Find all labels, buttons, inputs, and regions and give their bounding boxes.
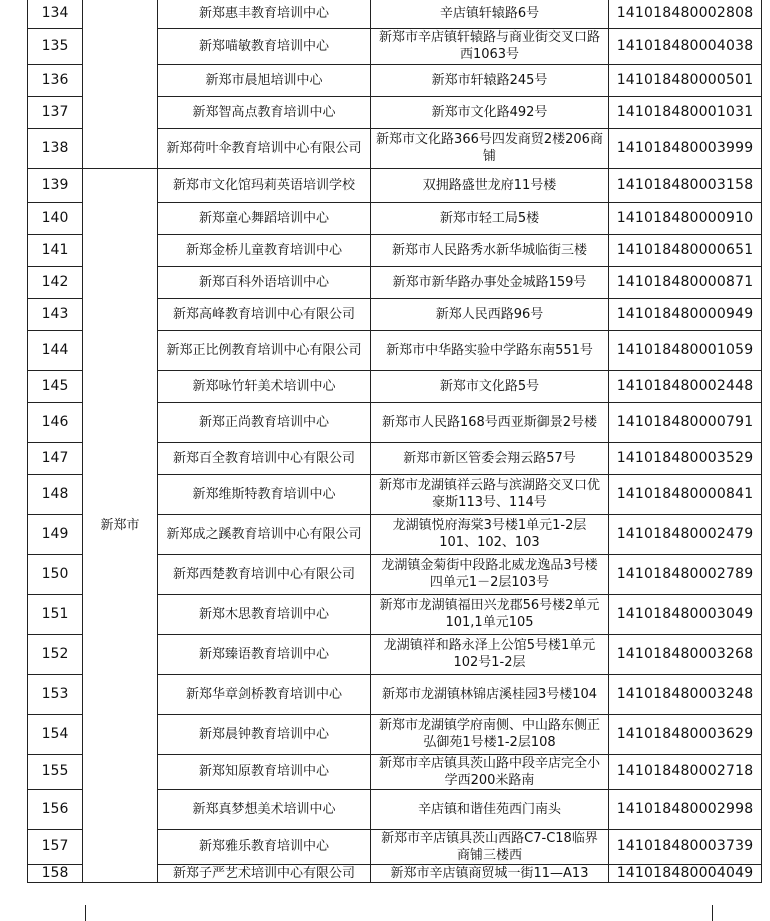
institution-name-cell: 新郑正比例教育培训中心有限公司 [158, 330, 371, 370]
institution-name-cell: 新郑高峰教育培训中心有限公司 [158, 298, 371, 330]
address-cell: 新郑市轩辕路245号 [371, 64, 609, 96]
row-number-cell: 154 [28, 714, 83, 754]
row-number-cell: 150 [28, 554, 83, 594]
address-cell: 双拥路盛世龙府11号楼 [371, 168, 609, 202]
address-cell: 新郑市文化路366号四发商贸2楼206商铺 [371, 128, 609, 168]
license-code-cell: 141018480000651 [609, 234, 762, 266]
institution-name-cell: 新郑华章剑桥教育培训中心 [158, 674, 371, 714]
row-number-cell: 137 [28, 96, 83, 128]
institution-name-cell: 新郑市文化馆玛莉英语培训学校 [158, 168, 371, 202]
license-code-cell: 141018480003529 [609, 442, 762, 474]
page-edge-mark-left [85, 905, 86, 921]
address-cell: 新郑市文化路492号 [371, 96, 609, 128]
row-number-cell: 134 [28, 0, 83, 28]
license-code-cell: 141018480000501 [609, 64, 762, 96]
address-cell: 新郑市龙湖镇福田兴龙郡56号楼2单元101,1单元105 [371, 594, 609, 634]
institution-name-cell: 新郑成之蹊教育培训中心有限公司 [158, 514, 371, 554]
institution-name-cell: 新郑惠丰教育培训中心 [158, 0, 371, 28]
license-code-cell: 141018480003629 [609, 714, 762, 754]
address-cell: 新郑市文化路5号 [371, 370, 609, 402]
license-code-cell: 141018480002718 [609, 754, 762, 789]
row-number-cell: 140 [28, 202, 83, 234]
institution-name-cell: 新郑晨钟教育培训中心 [158, 714, 371, 754]
row-number-cell: 142 [28, 266, 83, 298]
address-cell: 新郑市辛店镇轩辕路与商业街交叉口路西1063号 [371, 28, 609, 64]
address-cell: 新郑市新区管委会翔云路57号 [371, 442, 609, 474]
row-number-cell: 135 [28, 28, 83, 64]
table-row [28, 168, 762, 202]
training-institutions-table [27, 0, 762, 883]
address-cell: 新郑市人民路秀水新华城临街三楼 [371, 234, 609, 266]
row-number-cell: 146 [28, 402, 83, 442]
institution-name-cell: 新郑木思教育培训中心 [158, 594, 371, 634]
city-cell [83, 0, 158, 168]
institution-name-cell: 新郑真梦想美术培训中心 [158, 789, 371, 829]
page-edge-mark-right [712, 905, 713, 921]
row-number-cell: 138 [28, 128, 83, 168]
row-number-cell: 149 [28, 514, 83, 554]
address-cell: 新郑市龙湖镇林锦店溪桂园3号楼104 [371, 674, 609, 714]
address-cell: 龙湖镇金菊街中段路北威龙逸品3号楼四单元1－2层103号 [371, 554, 609, 594]
license-code-cell: 141018480003049 [609, 594, 762, 634]
license-code-cell: 141018480000791 [609, 402, 762, 442]
license-code-cell: 141018480000871 [609, 266, 762, 298]
license-code-cell: 141018480004049 [609, 864, 762, 882]
institution-name-cell: 新郑正尚教育培训中心 [158, 402, 371, 442]
license-code-cell: 141018480003158 [609, 168, 762, 202]
row-number-cell: 148 [28, 474, 83, 514]
license-code-cell: 141018480000949 [609, 298, 762, 330]
institution-name-cell: 新郑金桥儿童教育培训中心 [158, 234, 371, 266]
address-cell: 新郑市龙湖镇祥云路与滨湖路交叉口优豪斯113号、114号 [371, 474, 609, 514]
license-code-cell: 141018480000910 [609, 202, 762, 234]
row-number-cell: 153 [28, 674, 83, 714]
row-number-cell: 143 [28, 298, 83, 330]
institution-name-cell: 新郑智高点教育培训中心 [158, 96, 371, 128]
license-code-cell: 141018480000841 [609, 474, 762, 514]
license-code-cell: 141018480002789 [609, 554, 762, 594]
institution-name-cell: 新郑百科外语培训中心 [158, 266, 371, 298]
institution-name-cell: 新郑百全教育培训中心有限公司 [158, 442, 371, 474]
institution-name-cell: 新郑荷叶伞教育培训中心有限公司 [158, 128, 371, 168]
row-number-cell: 157 [28, 829, 83, 864]
table-row [28, 0, 762, 28]
license-code-cell: 141018480001059 [609, 330, 762, 370]
address-cell: 新郑人民西路96号 [371, 298, 609, 330]
institution-name-cell: 新郑知原教育培训中心 [158, 754, 371, 789]
row-number-cell: 152 [28, 634, 83, 674]
address-cell: 龙湖镇祥和路永泽上公馆5号楼1单元102号1-2层 [371, 634, 609, 674]
license-code-cell: 141018480003268 [609, 634, 762, 674]
address-cell: 新郑市中华路实验中学路东南551号 [371, 330, 609, 370]
address-cell: 新郑市龙湖镇学府南侧、中山路东侧正弘御苑1号楼1-2层108 [371, 714, 609, 754]
address-cell: 新郑市轻工局5楼 [371, 202, 609, 234]
institution-name-cell: 新郑子严艺术培训中心有限公司 [158, 864, 371, 882]
address-cell: 新郑市新华路办事处金城路159号 [371, 266, 609, 298]
institution-name-cell: 新郑西楚教育培训中心有限公司 [158, 554, 371, 594]
license-code-cell: 141018480002479 [609, 514, 762, 554]
license-code-cell: 141018480004038 [609, 28, 762, 64]
city-cell: 新郑市 [83, 168, 158, 882]
row-number-cell: 145 [28, 370, 83, 402]
institution-name-cell: 新郑维斯特教育培训中心 [158, 474, 371, 514]
address-cell: 龙湖镇悦府海棠3号楼1单元1-2层101、102、103 [371, 514, 609, 554]
institution-name-cell: 新郑市晨旭培训中心 [158, 64, 371, 96]
row-number-cell: 158 [28, 864, 83, 882]
row-number-cell: 151 [28, 594, 83, 634]
address-cell: 新郑市辛店镇具茨山西路C7-C18临界商铺三楼西 [371, 829, 609, 864]
institution-name-cell: 新郑喵敏教育培训中心 [158, 28, 371, 64]
address-cell: 辛店镇轩辕路6号 [371, 0, 609, 28]
license-code-cell: 141018480003999 [609, 128, 762, 168]
institution-name-cell: 新郑雅乐教育培训中心 [158, 829, 371, 864]
row-number-cell: 155 [28, 754, 83, 789]
license-code-cell: 141018480002998 [609, 789, 762, 829]
institution-name-cell: 新郑臻语教育培训中心 [158, 634, 371, 674]
row-number-cell: 147 [28, 442, 83, 474]
row-number-cell: 139 [28, 168, 83, 202]
license-code-cell: 141018480002808 [609, 0, 762, 28]
institution-name-cell: 新郑咏竹轩美术培训中心 [158, 370, 371, 402]
license-code-cell: 141018480003739 [609, 829, 762, 864]
address-cell: 新郑市辛店镇具茨山路中段辛店完全小学西200米路南 [371, 754, 609, 789]
license-code-cell: 141018480002448 [609, 370, 762, 402]
row-number-cell: 136 [28, 64, 83, 96]
address-cell: 辛店镇和谐佳苑西门南头 [371, 789, 609, 829]
row-number-cell: 141 [28, 234, 83, 266]
institution-name-cell: 新郑童心舞蹈培训中心 [158, 202, 371, 234]
row-number-cell: 156 [28, 789, 83, 829]
row-number-cell: 144 [28, 330, 83, 370]
address-cell: 新郑市人民路168号西亚斯御景2号楼 [371, 402, 609, 442]
address-cell: 新郑市辛店镇商贸城一街11—A13 [371, 864, 609, 882]
license-code-cell: 141018480003248 [609, 674, 762, 714]
license-code-cell: 141018480001031 [609, 96, 762, 128]
